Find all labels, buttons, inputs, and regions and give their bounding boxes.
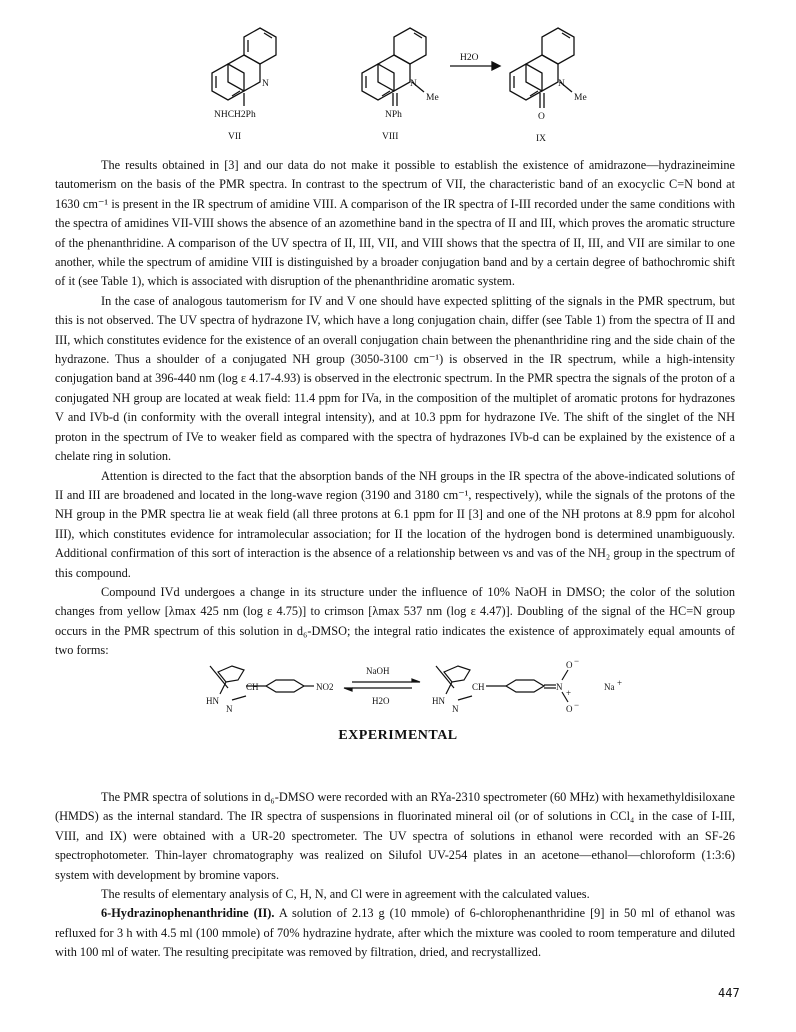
vii-label: VII [228, 132, 242, 142]
compound-ii-procedure: A solution of 2.13 g (10 mmole) of 6-chlorophenanthridine [9] in 50 ml of ethanol was refluxed for 3 h with 4.5 ml (100 mmole) of 70% hydrazine hydrate, after which the mixture was cooled to room temperature and diluted with 100 ml of water. The resulting precipitate was removed by filtration, dried, and recrystallized. [55, 906, 735, 960]
left-ch: CH [246, 682, 259, 692]
arrow-naoh: NaOH [366, 666, 390, 676]
left-no2: NO2 [316, 682, 334, 692]
right-nplus: N [556, 682, 563, 692]
viii-label: VIII [382, 132, 399, 142]
scheme-top [0, 0, 796, 150]
experimental-paragraph-3 [55, 904, 735, 962]
ix-n-atom: N [558, 79, 565, 89]
ix-n-sub: Me [574, 93, 587, 103]
paragraph-2: In the case of analogous tautomerism for IV and V one should have expected splitting of the signals in the PMR spectrum, but this is not observed. The UV spectra of hydrazone IV, which have a long conjugation chain, differ (see Table 1) from the spectra of II and III, which constitutes evidence for the existence of an overall conjugation chain between the phenanthridine ring and the side chain of the hydrazone. Thus a shoulder of a conjugated NH group (3050-3100 cm⁻¹) is observed in the IR spectrum, while a high-intensity conjugation band at 396-440 nm (log ε 4.17-4.93) is observed in the electronic spectrum. In the PMR spectra the signals of the proton of a conjugated NH group are located at weak field: 11.4 ppm for IVa, in the composition of the multiplet of aromatic protons for hydrazones V and IVb-d (in conformity with the overall integral intensity), and at 10.3 ppm for hydrazone IVe. The shift of the singlet of the NH proton in the spectrum of IVe to weaker field as compared with the spectra of hydrazones IVb-d can be explained by the existence of a chelate ring in solution. [55, 293, 735, 464]
right-o-bottom: O [566, 704, 573, 714]
viii-n-sub: Me [426, 93, 439, 103]
viii-n-atom: N [410, 79, 417, 89]
right-ch: CH [472, 682, 485, 692]
viii-substituent: NPh [385, 110, 402, 120]
right-o-top-minus: − [574, 658, 580, 666]
right-n: N [452, 704, 459, 714]
paragraph-3: Attention is directed to the fact that the absorption bands of the NH groups in the IR spectra of the above-indicated solutions of II and III are broadened and located in the long-wave region (3190 and 3180 cm⁻¹, respectively), while the signals of the protons of the NH group in the PMR spectra lie at weak field (all three protons at 6.1 ppm for II [3] and one of the NH protons at 8.9 ppm for alcohol III), which constitutes evidence for intramolecular association; for II the location of the hydrogen bond is determined unambiguously. Additional confirmation of this sort of interaction is the absence of a relationship between νs and νas of the NH₂ group in the spectrum of this compound. [55, 468, 735, 580]
compound-ii-heading: 6-Hydrazinophenanthridine (II). [101, 906, 275, 921]
right-o-top: O [566, 660, 573, 670]
vii-substituent: NHCH2Ph [214, 110, 256, 120]
experimental-paragraph-1: The PMR spectra of solutions in d₆-DMSO were recorded with an RYa-2310 spectrometer (60 MHz) with hexamethyldisiloxane (HMDS) as the internal standard. The IR spectra of suspensions in fluorinated mineral oil (or of solutions in CCl₄ in the case of I-III, VIII, and IX) were obtained with a UR-20 spectrometer. The UV spectra of solutions in ethanol were recorded with an SF-26 spectrophotometer. Thin-layer chromatography was realized on Silufol UV-254 plates in an acetone—ethanol—chloroform (1:3:6) system with development by bromine vapors. [55, 790, 735, 882]
compound-viii-structure [362, 28, 426, 106]
heading-experimental: EXPERIMENTAL [338, 728, 458, 743]
experimental-paragraph-2: The results of elementary analysis of C, H, N, and Cl were in agreement with the calculated values. [101, 887, 590, 902]
vii-n-atom: N [262, 79, 269, 89]
ix-substituent: O [538, 112, 545, 122]
paragraph-1: The results obtained in [3] and our data do not make it possible to establish the existence of amidrazone—hydrazineimine tautomerism on the basis of the PMR spectra. In contrast to the spectrum of VII, the characteristic band of an exocyclic C=N bond at 1630 cm⁻¹ is present in the IR spectrum of amidine VIII. A comparison of the IR spectra of I-III recorded under the same conditions with the spectra of amidines VII-VIII shows the absence of an azomethine band in the spectra of II and III, which proves the aromatic structure of the phenanthridine. A comparison of the UV spectra of II, III, VII, and VIII shows that the spectra of II, III, and VII are similar to one another, while the spectrum of amidine VIII is distinguished by a broader conjugation band and by a certain degree of bathochromic shift of it (see Table 1), which is associated with disruption of the phenanthridine aromatic system. [55, 158, 735, 289]
arrow-h2o: H2O [372, 696, 390, 706]
right-na: Na [604, 682, 615, 692]
left-n: N [226, 704, 233, 714]
body-text [55, 156, 735, 661]
paragraph-4: Compound IVd undergoes a change in its structure under the influence of 10% NaOH in DMSO; the color of the solution changes from yellow [λmax 425 nm (log ε 4.75)] to crimson [λmax 537 nm (log ε 4.47)]. Doubling of the signal of the HC=N group occurs in the PMR spectrum of this solution in d₆-DMSO; the integral ratio indicates the existence of approximately equal amounts of two forms: [55, 584, 735, 658]
page-number: 447 [718, 986, 740, 1000]
right-na-plus: + [617, 678, 623, 688]
right-o-bottom-minus: − [574, 700, 580, 710]
compound-ix-structure [510, 28, 574, 108]
scheme-mid [0, 658, 796, 738]
ix-label: IX [536, 134, 547, 144]
reagent-h2o: H2O [460, 53, 479, 63]
right-plus: + [566, 688, 572, 698]
compound-vii-structure [212, 28, 276, 106]
experimental-text [55, 788, 735, 963]
right-hn: HN [432, 696, 445, 706]
left-hn: HN [206, 696, 219, 706]
